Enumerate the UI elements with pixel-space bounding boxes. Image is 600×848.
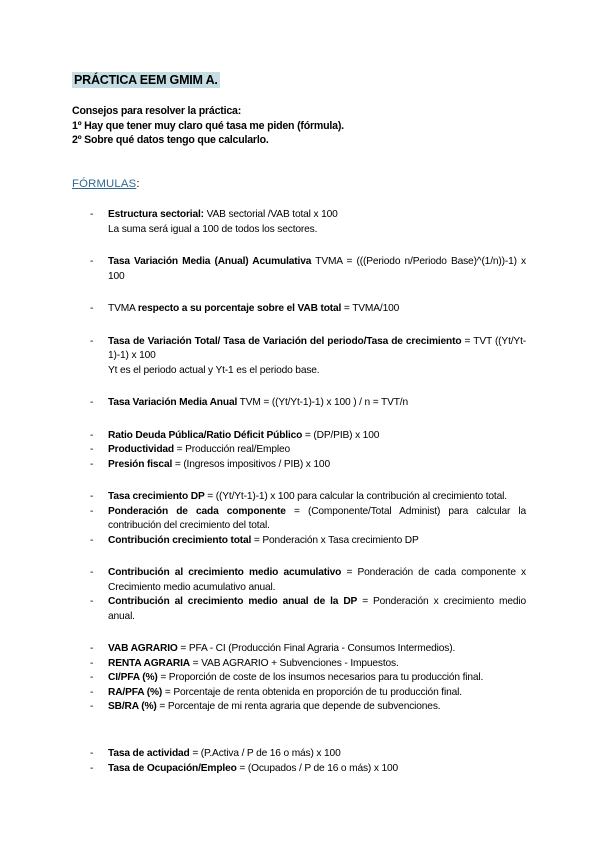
- list-item-sb-ra: - SB/RA (%) = Porcentaje de mi renta agraria que depende de subvenciones.: [90, 700, 526, 715]
- list-item-ra-pfa: - RA/PFA (%) = Porcentaje de renta obtenida en proporción de tu producción final.: [90, 686, 526, 701]
- bullet-dash: -: [90, 701, 94, 712]
- list-item-tvma: - Tasa Variación Media (Anual) Acumulativa TVMA = (((Periodo n/Periodo Base)^(1/n))-1) x 100: [90, 256, 527, 282]
- list-item-estructura: - Estructura sectorial: VAB sectorial /VAB total x 100 La suma será igual a 100 de todos los sectores.: [90, 209, 338, 235]
- list-item-productividad: - Productividad = Producción real/Empleo: [90, 443, 526, 458]
- bullet-dash: -: [90, 596, 94, 607]
- bullet-dash: -: [90, 657, 94, 669]
- list-item-contrib-anual: - Contribución al crecimiento medio anual de la DP = Ponderación x crecimiento medio anual.: [90, 596, 526, 622]
- bullet-dash: -: [90, 458, 94, 470]
- bullet-dash: -: [90, 567, 94, 578]
- bullet-dash: -: [90, 335, 94, 347]
- advice-block: [72, 104, 344, 148]
- bullet-dash: -: [90, 672, 94, 683]
- advice-heading: Consejos para resolver la práctica:: [72, 105, 242, 117]
- list-item-ratio-deuda: - Ratio Deuda Pública/Ratio Déficit Público = (DP/PIB) x 100: [90, 429, 526, 444]
- bullet-dash: -: [90, 505, 94, 517]
- bullet-dash: -: [90, 686, 94, 698]
- list-item-renta-agraria: - RENTA AGRARIA = VAB AGRARIO + Subvenciones - Impuestos.: [90, 657, 526, 672]
- bullet-dash: -: [90, 397, 94, 408]
- advice-line-2: 2º Sobre qué datos tengo que calcularlo.: [72, 134, 269, 146]
- list-item-tvt: - Tasa de Variación Total/ Tasa de Variación del periodo/Tasa de crecimiento = TVT ((Yt/Yt-1)-1) x 100 Yt es el periodo actual y Yt-1 es el periodo base.: [90, 335, 527, 376]
- list-item-tvma-pct: - TVMA respecto a su porcentaje sobre el VAB total = TVMA/100: [90, 302, 526, 317]
- bullet-dash: -: [90, 256, 94, 267]
- list-item-tvm-anual: - Tasa Variación Media Anual TVM = ((Yt/Yt-1)-1) x 100 ) / n = TVT/n: [90, 396, 526, 411]
- list-item-ponderacion: - Ponderación de cada componente = (Componente/Total Administ) para calcular la contribución del crecimiento del total.: [90, 505, 526, 531]
- list-item-ci-pfa: - CI/PFA (%) = Proporción de coste de los insumos necesarios para tu producción final.: [90, 671, 526, 686]
- list-item-presion: - Presión fiscal = (Ingresos impositivos / PIB) x 100: [90, 458, 526, 473]
- bullet-dash: -: [90, 444, 94, 455]
- list-item-ocupacion: - Tasa de Ocupación/Empleo = (Ocupados / P de 16 o más) x 100: [90, 762, 526, 777]
- bullet-dash: -: [90, 429, 94, 441]
- formulas-heading: FÓRMULAS:: [72, 178, 140, 190]
- bullet-dash: -: [90, 643, 94, 654]
- bullet-dash: -: [90, 303, 94, 314]
- page-title: PRÁCTICA EEM GMIM A.: [74, 73, 218, 87]
- list-item-tasa-dp: - Tasa crecimiento DP = ((Yt/Yt-1)-1) x 100 para calcular la contribución al crecimiento total.: [90, 490, 526, 505]
- bullet-dash: -: [90, 534, 94, 546]
- list-item-actividad: - Tasa de actividad = (P.Activa / P de 16 o más) x 100: [90, 747, 526, 762]
- bullet-dash: -: [90, 491, 94, 502]
- bullet-dash: -: [90, 209, 94, 220]
- bullet-dash: -: [90, 748, 94, 759]
- formula-list: [90, 208, 526, 776]
- list-item-contrib-medio: - Contribución al crecimiento medio acumulativo = Ponderación de cada componente x Crecimiento medio acumulativo anual.: [90, 567, 527, 593]
- list-item-contribucion-total: - Contribución crecimiento total = Ponderación x Tasa crecimiento DP: [90, 534, 526, 549]
- list-item-vab-agrario: - VAB AGRARIO = PFA - CI (Producción Final Agraria - Consumos Intermedios).: [90, 642, 526, 657]
- bullet-dash: -: [90, 762, 94, 774]
- advice-line-1: 1º Hay que tener muy claro qué tasa me piden (fórmula).: [72, 119, 344, 132]
